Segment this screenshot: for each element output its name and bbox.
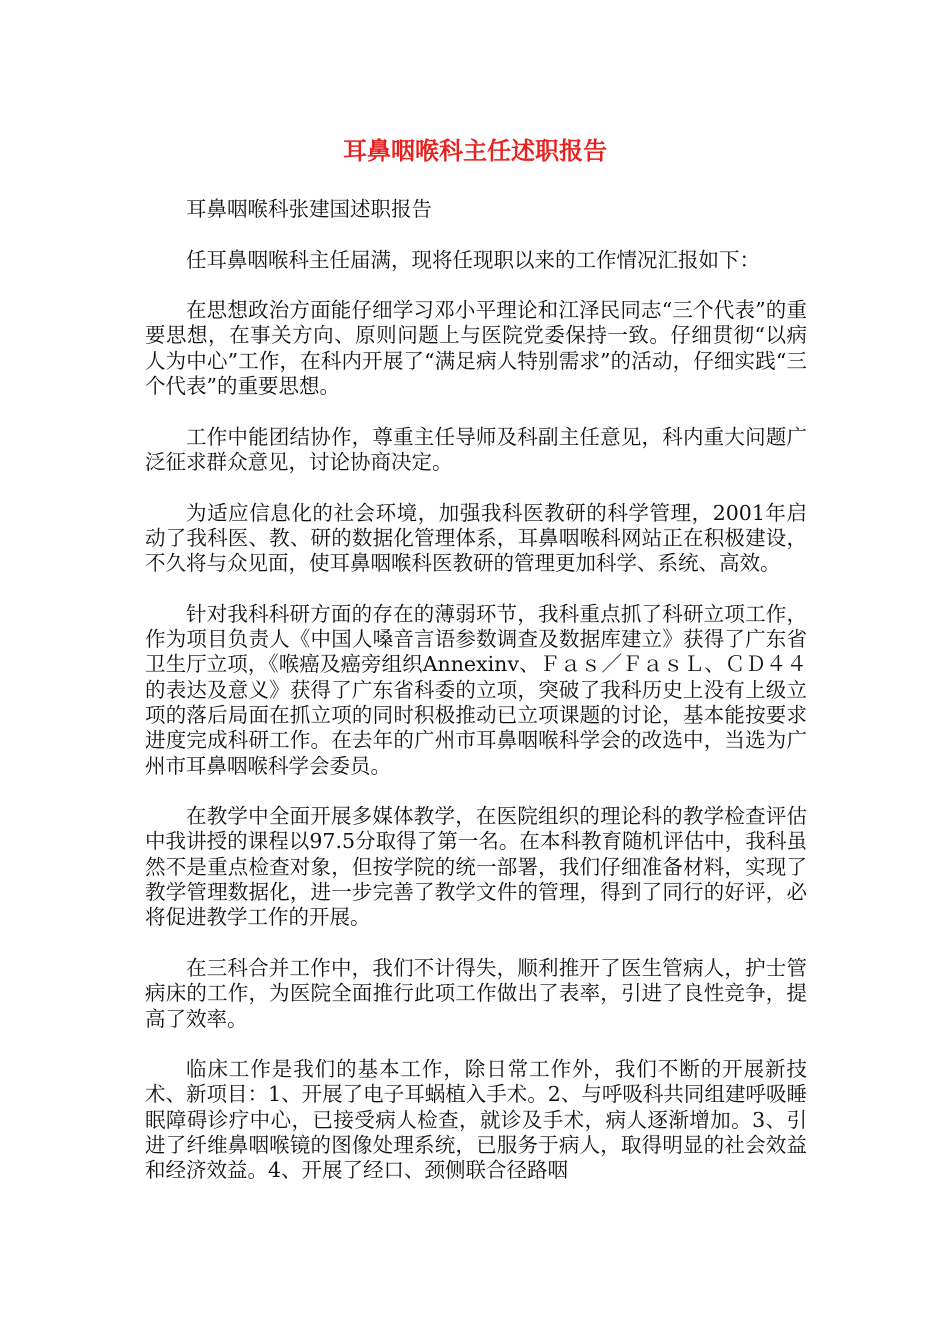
document-body bbox=[145, 197, 807, 1209]
document-title: 耳鼻咽喉科主任述职报告 bbox=[343, 137, 607, 165]
paragraph-politics: 在思想政治方面能仔细学习邓小平理论和江泽民同志“三个代表”的重要思想，在事关方向、原则问题上与医院党委保持一致。仔细贯彻“以病人为中心”工作，在科内开展了“满足病人特别需求”的活动，仔细实践“三个代表”的重要思想。 bbox=[145, 298, 807, 399]
paragraph-research: 针对我科科研方面的存在的薄弱环节，我科重点抓了科研立项工作，作为项目负责人《中国人嗓音言语参数调查及数据库建立》获得了广东省卫生厅立项，《喉癌及癌旁组织Annexinⅴ、Ｆａｓ／ＦａｓＬ、ＣＤ４４的表达及意义》获得了广东省科委的立项，突破了我科历史上没有上级立项的落后局面在抓立项的同时积极推动已立项课题的讨论，基本能按要求进度完成科研工作。在去年的广州市耳鼻咽喉科学会的改选中，当选为广州市耳鼻咽喉科学会委员。 bbox=[145, 601, 807, 778]
paragraph-merger: 在三科合并工作中，我们不计得失，顺利推开了医生管病人，护士管病床的工作，为医院全面推行此项工作做出了表率，引进了良性竞争，提高了效率。 bbox=[145, 955, 807, 1031]
paragraph-teamwork: 工作中能团结协作，尊重主任导师及科副主任意见，科内重大问题广泛征求群众意见，讨论协商决定。 bbox=[145, 424, 807, 474]
paragraph-clinical: 临床工作是我们的基本工作，除日常工作外，我们不断的开展新技术、新项目：1、开展了电子耳蜗植入手术。2、与呼吸科共同组建呼吸睡眠障碍诊疗中心，已接受病人检查，就诊及手术，病人逐渐增加。3、引进了纤维鼻咽喉镜的图像处理系统，已服务于病人，取得明显的社会效益和经济效益。4、开展了经口、颈侧联合径路咽 bbox=[145, 1057, 807, 1183]
paragraph-subtitle: 耳鼻咽喉科张建国述职报告 bbox=[186, 197, 432, 221]
paragraph-teaching: 在教学中全面开展多媒体教学，在医院组织的理论科的教学检查评估中我讲授的课程以97.5分取得了第一名。在本科教育随机评估中，我科虽然不是重点检查对象，但按学院的统一部署，我们仔细准备材料，实现了教学管理数据化，进一步完善了教学文件的管理，得到了同行的好评，必将促进教学工作的开展。 bbox=[145, 804, 807, 930]
paragraph-informatization: 为适应信息化的社会环境，加强我科医教研的科学管理，2001年启动了我科医、教、研的数据化管理体系，耳鼻咽喉科网站正在积极建设，不久将与众见面，使耳鼻咽喉科医教研的管理更加科学、系统、高效。 bbox=[145, 500, 807, 576]
paragraph-intro: 任耳鼻咽喉科主任届满，现将任现职以来的工作情况汇报如下： bbox=[186, 247, 760, 272]
